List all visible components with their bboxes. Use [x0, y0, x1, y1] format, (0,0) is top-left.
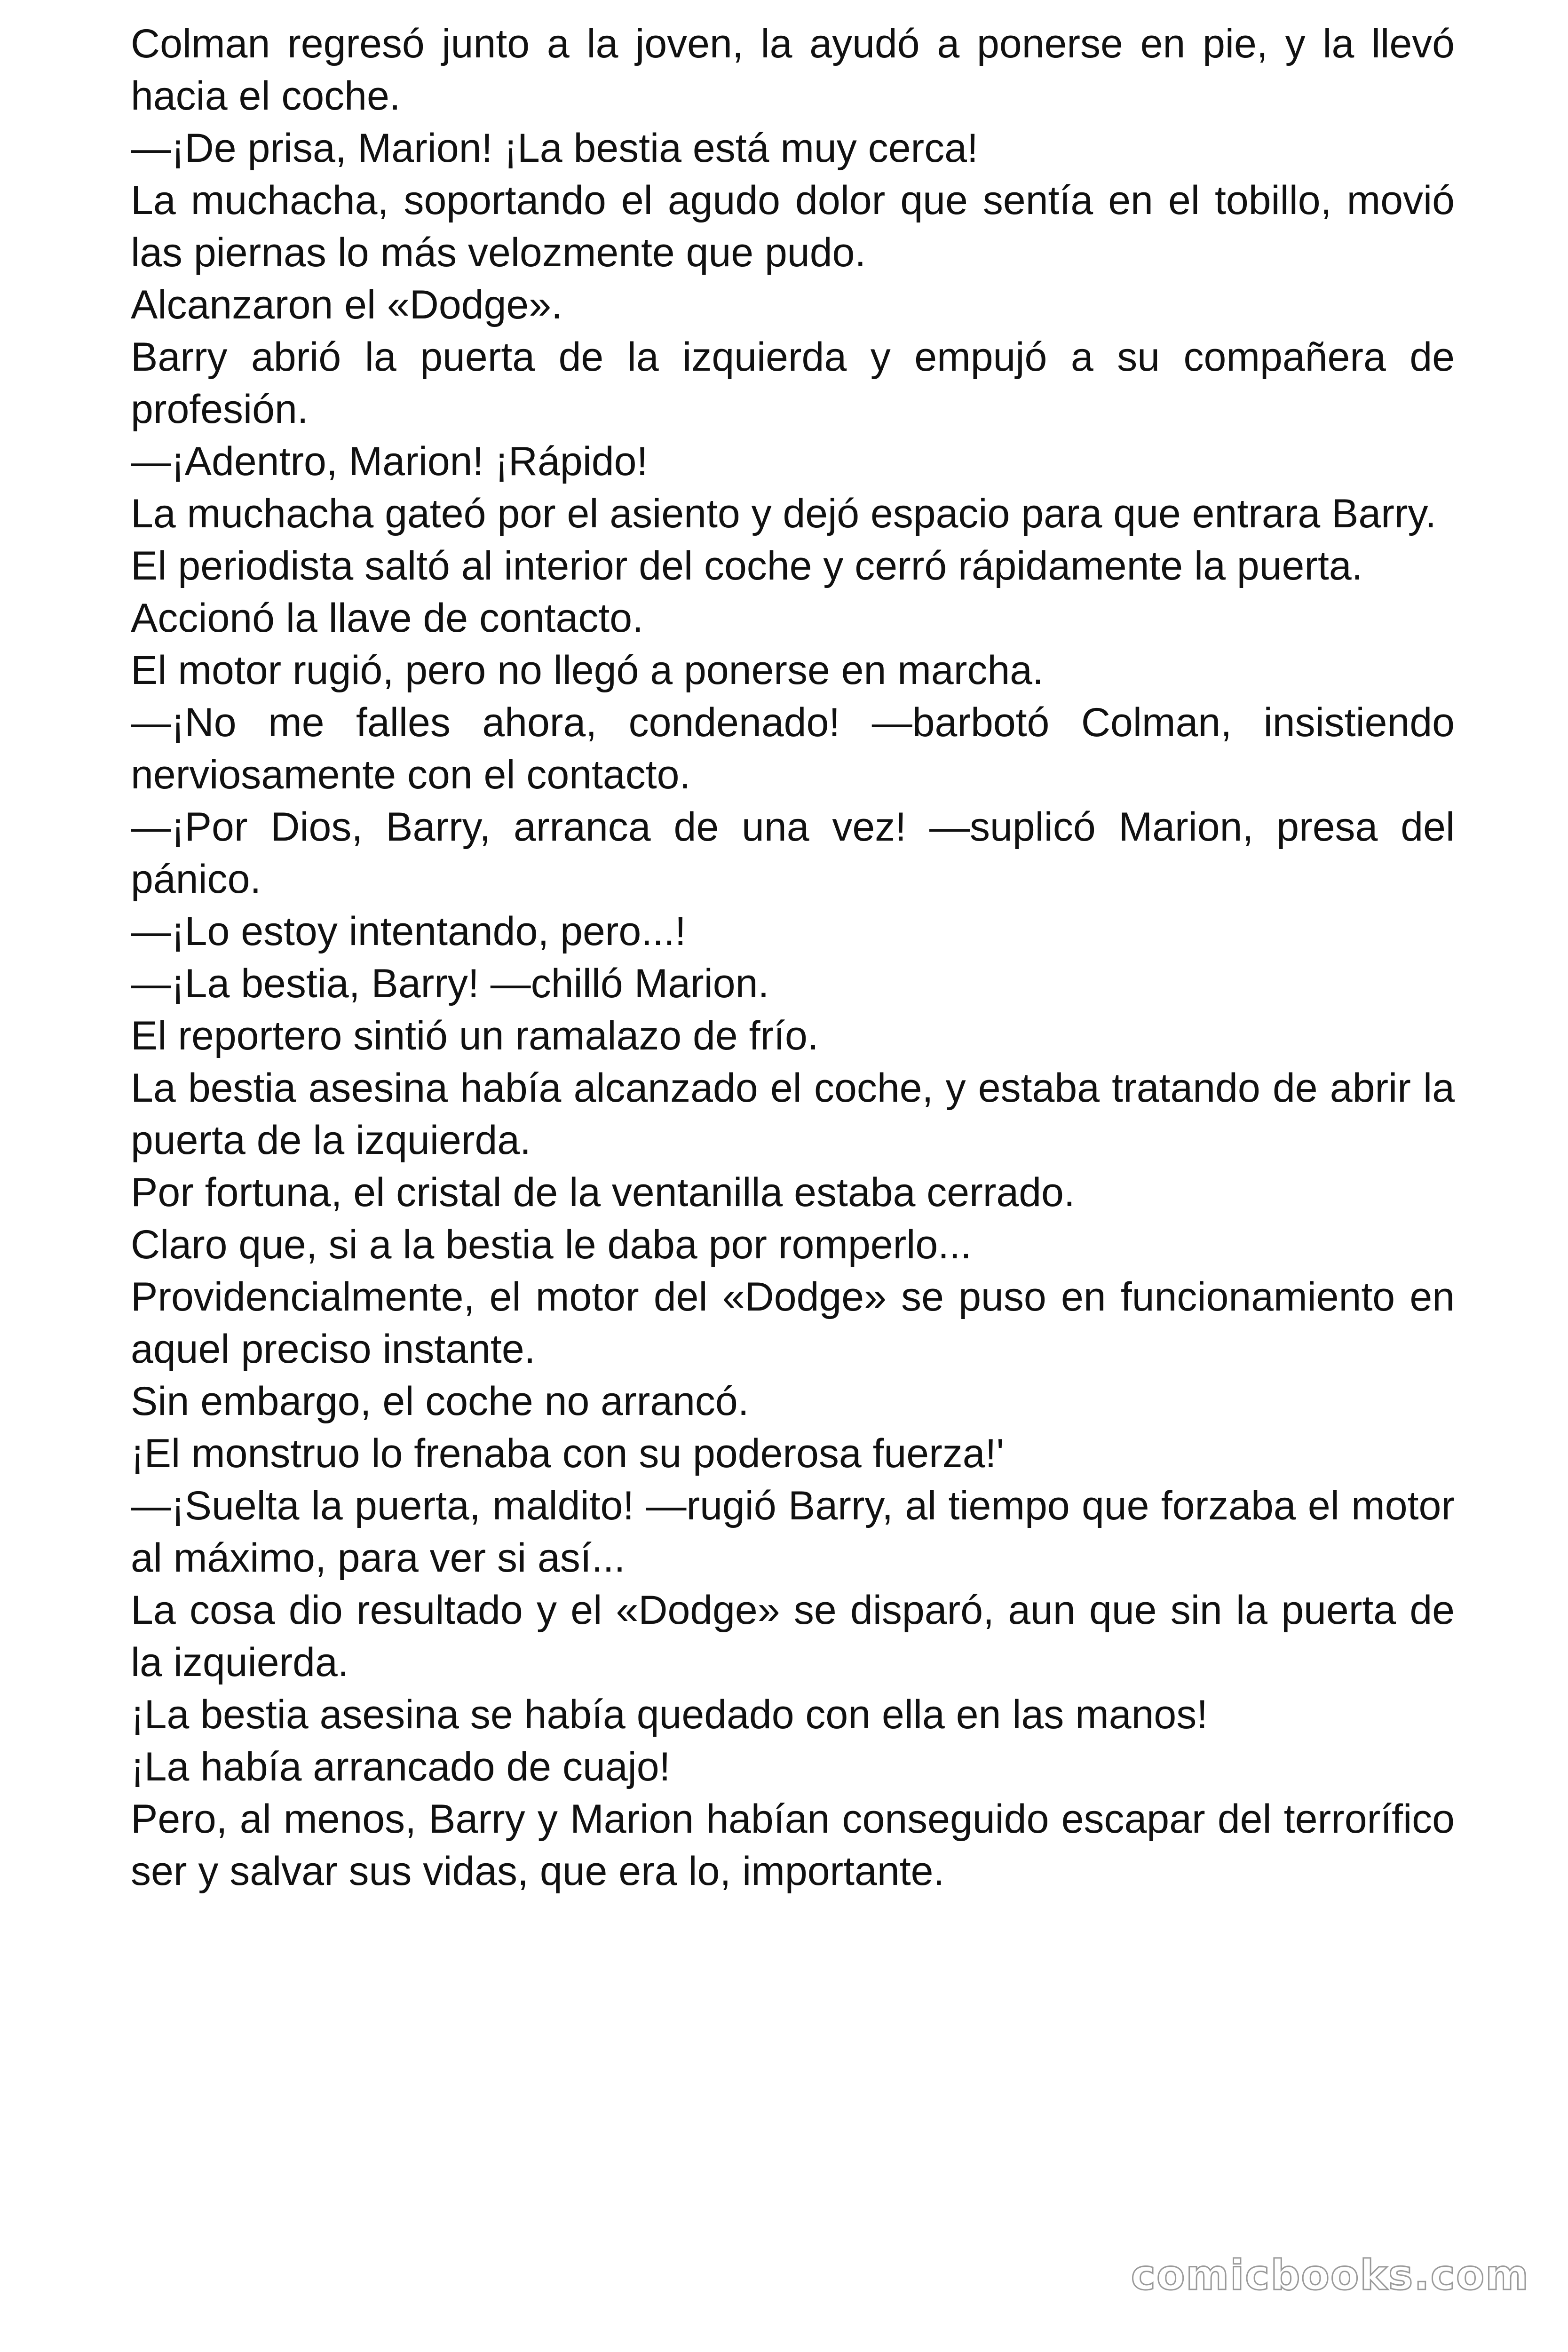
- paragraph: ¡La había arrancado de cuajo!: [131, 1744, 671, 1789]
- body-text: [131, 18, 1455, 1898]
- paragraph: Claro que, si a la bestia le daba por romperlo...: [131, 1222, 972, 1267]
- paragraph: —¡Suelta la puerta, maldito! —rugió Barry, al tiempo que forzaba el motor al máximo, para ver si así...: [131, 1483, 1455, 1581]
- paragraph: —¡De prisa, Marion! ¡La bestia está muy cerca!: [131, 126, 978, 171]
- paragraph: El reportero sintió un ramalazo de frío.: [131, 1013, 819, 1058]
- paragraph: Colman regresó junto a la joven, la ayudó a ponerse en pie, y la llevó hacia el coche.: [131, 21, 1455, 119]
- paragraph: La muchacha gateó por el asiento y dejó espacio para que entrara Barry.: [131, 491, 1437, 536]
- paragraph: —¡No me falles ahora, condenado! —barbotó Colman, insistiendo nerviosamente con el contacto.: [131, 700, 1455, 797]
- paragraph: —¡La bestia, Barry! —chilló Marion.: [131, 961, 769, 1006]
- paragraph: La bestia asesina había alcanzado el coche, y estaba tratando de abrir la puerta de la izquierda.: [131, 1065, 1455, 1163]
- paragraph: —¡Por Dios, Barry, arranca de una vez! —suplicó Marion, presa del pánico.: [131, 804, 1455, 902]
- paragraph: Accionó la llave de contacto.: [131, 596, 643, 641]
- paragraph: —¡Lo estoy intentando, pero...!: [131, 909, 686, 954]
- paragraph: El motor rugió, pero no llegó a ponerse en marcha.: [131, 648, 1044, 693]
- paragraph: La cosa dio resultado y el «Dodge» se disparó, aun que sin la puerta de la izquierda.: [131, 1588, 1455, 1685]
- paragraph: Por fortuna, el cristal de la ventanilla estaba cerrado.: [131, 1170, 1075, 1215]
- watermark: comicbooks.com: [1131, 2251, 1529, 2299]
- paragraph: —¡Adentro, Marion! ¡Rápido!: [131, 439, 648, 484]
- paragraph: ¡El monstruo lo frenaba con su poderosa fuerza!': [131, 1431, 1004, 1476]
- paragraph: Sin embargo, el coche no arrancó.: [131, 1379, 749, 1424]
- paragraph: ¡La bestia asesina se había quedado con ella en las manos!: [131, 1692, 1208, 1737]
- paragraph: La muchacha, soportando el agudo dolor que sentía en el tobillo, movió las piernas lo más velozmente que pudo.: [131, 178, 1455, 275]
- paragraph: Barry abrió la puerta de la izquierda y empujó a su compañera de profesión.: [131, 334, 1455, 432]
- paragraph: El periodista saltó al interior del coche y cerró rápidamente la puerta.: [131, 543, 1363, 588]
- paragraph: Pero, al menos, Barry y Marion habían conseguido escapar del terrorífico ser y salvar sus vidas, que era lo, importante.: [131, 1796, 1455, 1894]
- paragraph: Providencialmente, el motor del «Dodge» se puso en funcionamiento en aquel preciso instante.: [131, 1274, 1455, 1372]
- paragraph: Alcanzaron el «Dodge».: [131, 282, 562, 327]
